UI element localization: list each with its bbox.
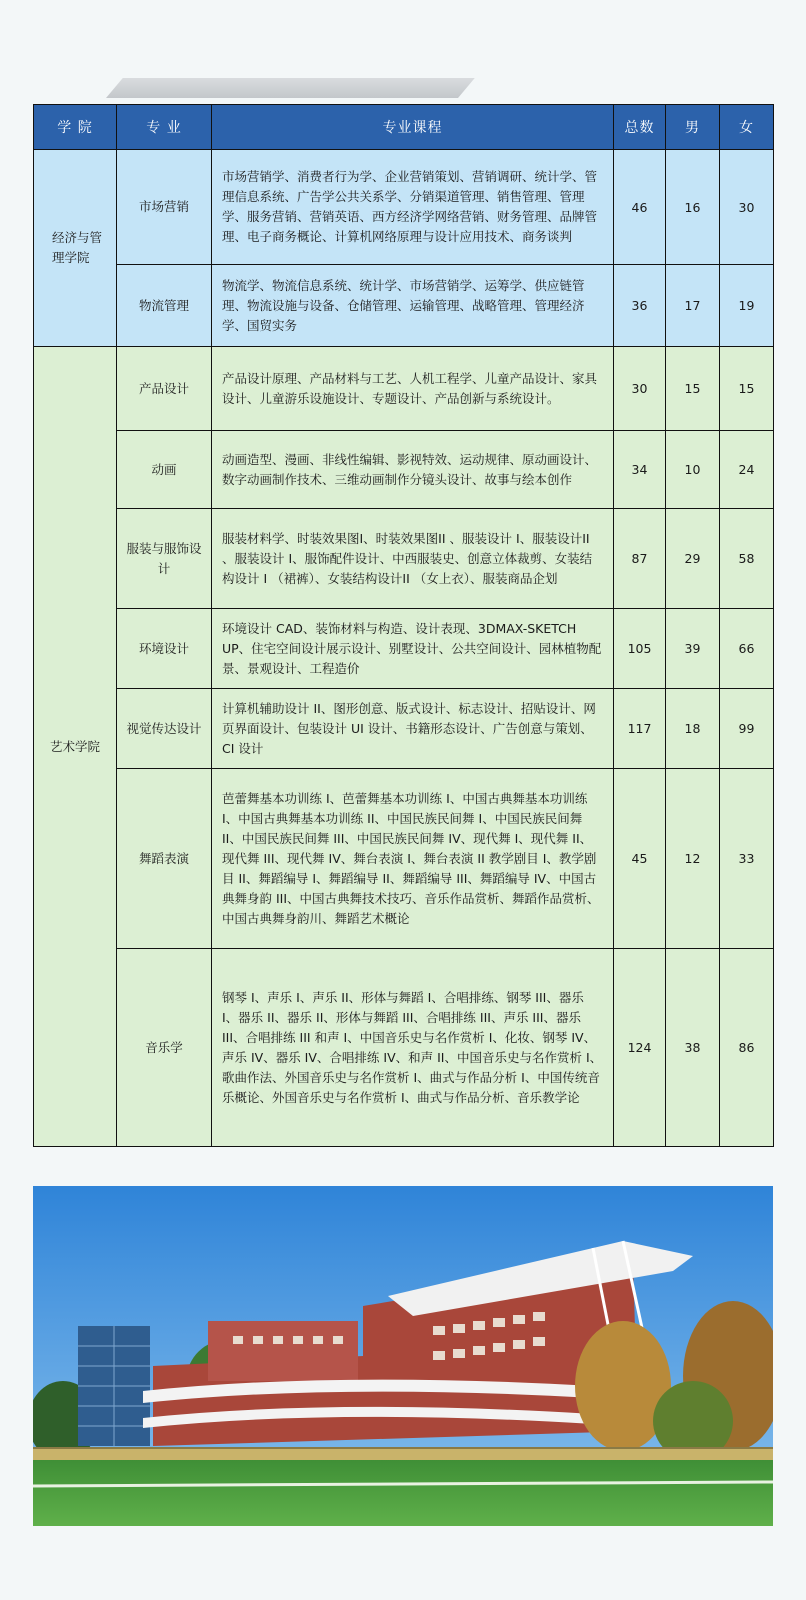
- total-cell: 45: [614, 769, 666, 949]
- male-cell: 12: [666, 769, 720, 949]
- table-row: [34, 949, 774, 1147]
- female-cell: 58: [720, 509, 774, 609]
- major-cell: 产品设计: [117, 347, 212, 431]
- courses-cell: 环境设计 CAD、装饰材料与构造、设计表现、3DMAX-SKETCH UP、住宅空间设计展示设计、别墅设计、公共空间设计、园林植物配景、景观设计、工程造价: [212, 609, 614, 689]
- major-cell: 物流管理: [117, 265, 212, 347]
- courses-cell: 物流学、物流信息系统、统计学、市场营销学、运筹学、供应链管理、物流设施与设备、仓储管理、运输管理、战略管理、管理经济学、国贸实务: [212, 265, 614, 347]
- major-cell: 环境设计: [117, 609, 212, 689]
- total-cell: 117: [614, 689, 666, 769]
- female-cell: 99: [720, 689, 774, 769]
- total-cell: 87: [614, 509, 666, 609]
- header-major: 专 业: [117, 105, 212, 150]
- table-row: [34, 265, 774, 347]
- female-cell: 24: [720, 431, 774, 509]
- courses-cell: 服装材料学、时装效果图I、时装效果图II 、服装设计 I、服装设计II 、服装设计 I、服饰配件设计、中西服装史、创意立体裁剪、女装结构设计 I （裙裤）、女装结构设计II （女上衣）、服装商品企划: [212, 509, 614, 609]
- female-cell: 19: [720, 265, 774, 347]
- table-row: [34, 431, 774, 509]
- courses-cell: 芭蕾舞基本功训练 I、芭蕾舞基本功训练 I、中国古典舞基本功训练 I、中国古典舞基本功训练 II、中国民族民间舞 I、中国民族民间舞 II、中国民族民间舞 III、中国民族民间舞 IV、现代舞 I、现代舞 II、现代舞 III、现代舞 IV、舞台表演 I、舞台表演 II 教学剧目 I、教学剧目 II、舞蹈编导 I、舞蹈编导 II、舞蹈编导 III、舞蹈编导 IV、中国古典舞身韵 III、中国古典舞技术技巧、音乐作品赏析、舞蹈作品赏析、中国古典舞身韵川、舞蹈艺术概论: [212, 769, 614, 949]
- major-cell: 舞蹈表演: [117, 769, 212, 949]
- male-cell: 15: [666, 347, 720, 431]
- header-male: 男: [666, 105, 720, 150]
- total-cell: 105: [614, 609, 666, 689]
- total-cell: 30: [614, 347, 666, 431]
- female-cell: 33: [720, 769, 774, 949]
- table-row: [34, 347, 774, 431]
- campus-building-photo: [33, 1186, 773, 1526]
- table-row: [34, 769, 774, 949]
- courses-cell: 钢琴 I、声乐 I、声乐 II、形体与舞蹈 I、合唱排练、钢琴 III、器乐 I、器乐 II、器乐 II、形体与舞蹈 III、合唱排练 III、声乐 III、器乐 III、合唱排练 III 和声 I、中国音乐史与名作赏析 I、化妆、钢琴 IV、声乐 IV、器乐 IV、合唱排练 IV、和声 II、中国音乐史与名作赏析 I、歌曲作法、外国音乐史与名作赏析 I、曲式与作品分析 I、中国传统音乐概论、外国音乐史与名作赏析 I、曲式与作品分析、音乐教学论: [212, 949, 614, 1147]
- male-cell: 29: [666, 509, 720, 609]
- male-cell: 17: [666, 265, 720, 347]
- header-total: 总数: [614, 105, 666, 150]
- major-cell: 视觉传达设计: [117, 689, 212, 769]
- fence: [33, 1448, 773, 1460]
- table-header-row: [34, 105, 774, 150]
- total-cell: 36: [614, 265, 666, 347]
- major-cell: 动画: [117, 431, 212, 509]
- courses-cell: 动画造型、漫画、非线性编辑、影视特效、运动规律、原动画设计、数字动画制作技术、三维动画制作分镜头设计、故事与绘本创作: [212, 431, 614, 509]
- table-row: [34, 689, 774, 769]
- grass-field: [33, 1460, 773, 1526]
- male-cell: 18: [666, 689, 720, 769]
- male-cell: 39: [666, 609, 720, 689]
- building-left-wing: [208, 1321, 358, 1381]
- male-cell: 10: [666, 431, 720, 509]
- header-courses: 专业课程: [212, 105, 614, 150]
- header-female: 女: [720, 105, 774, 150]
- major-cell: 音乐学: [117, 949, 212, 1147]
- total-cell: 46: [614, 150, 666, 265]
- college-cell-economics: 经济与管理学院: [34, 150, 117, 347]
- major-cell: 市场营销: [117, 150, 212, 265]
- courses-cell: 市场营销学、消费者行为学、企业营销策划、营销调研、统计学、管理信息系统、广告学公共关系学、分销渠道管理、销售管理、管理学、服务营销、营销英语、西方经济学网络营销、财务管理、品牌管理、电子商务概论、计算机网络原理与设计应用技术、商务谈判: [212, 150, 614, 265]
- female-cell: 15: [720, 347, 774, 431]
- total-cell: 124: [614, 949, 666, 1147]
- college-cell-art: 艺术学院: [34, 347, 117, 1147]
- table-row: [34, 609, 774, 689]
- majors-table: [33, 104, 774, 1147]
- table-row: [34, 150, 774, 265]
- female-cell: 30: [720, 150, 774, 265]
- table-row: [34, 509, 774, 609]
- male-cell: 38: [666, 949, 720, 1147]
- courses-cell: 计算机辅助设计 II、图形创意、版式设计、标志设计、招贴设计、网页界面设计、包装设计 UI 设计、书籍形态设计、广告创意与策划、CI 设计: [212, 689, 614, 769]
- decorative-header-bar: [106, 78, 475, 98]
- header-college: 学 院: [34, 105, 117, 150]
- female-cell: 86: [720, 949, 774, 1147]
- female-cell: 66: [720, 609, 774, 689]
- male-cell: 16: [666, 150, 720, 265]
- major-cell: 服装与服饰设计: [117, 509, 212, 609]
- total-cell: 34: [614, 431, 666, 509]
- courses-cell: 产品设计原理、产品材料与工艺、人机工程学、儿童产品设计、家具设计、儿童游乐设施设计、专题设计、产品创新与系统设计。: [212, 347, 614, 431]
